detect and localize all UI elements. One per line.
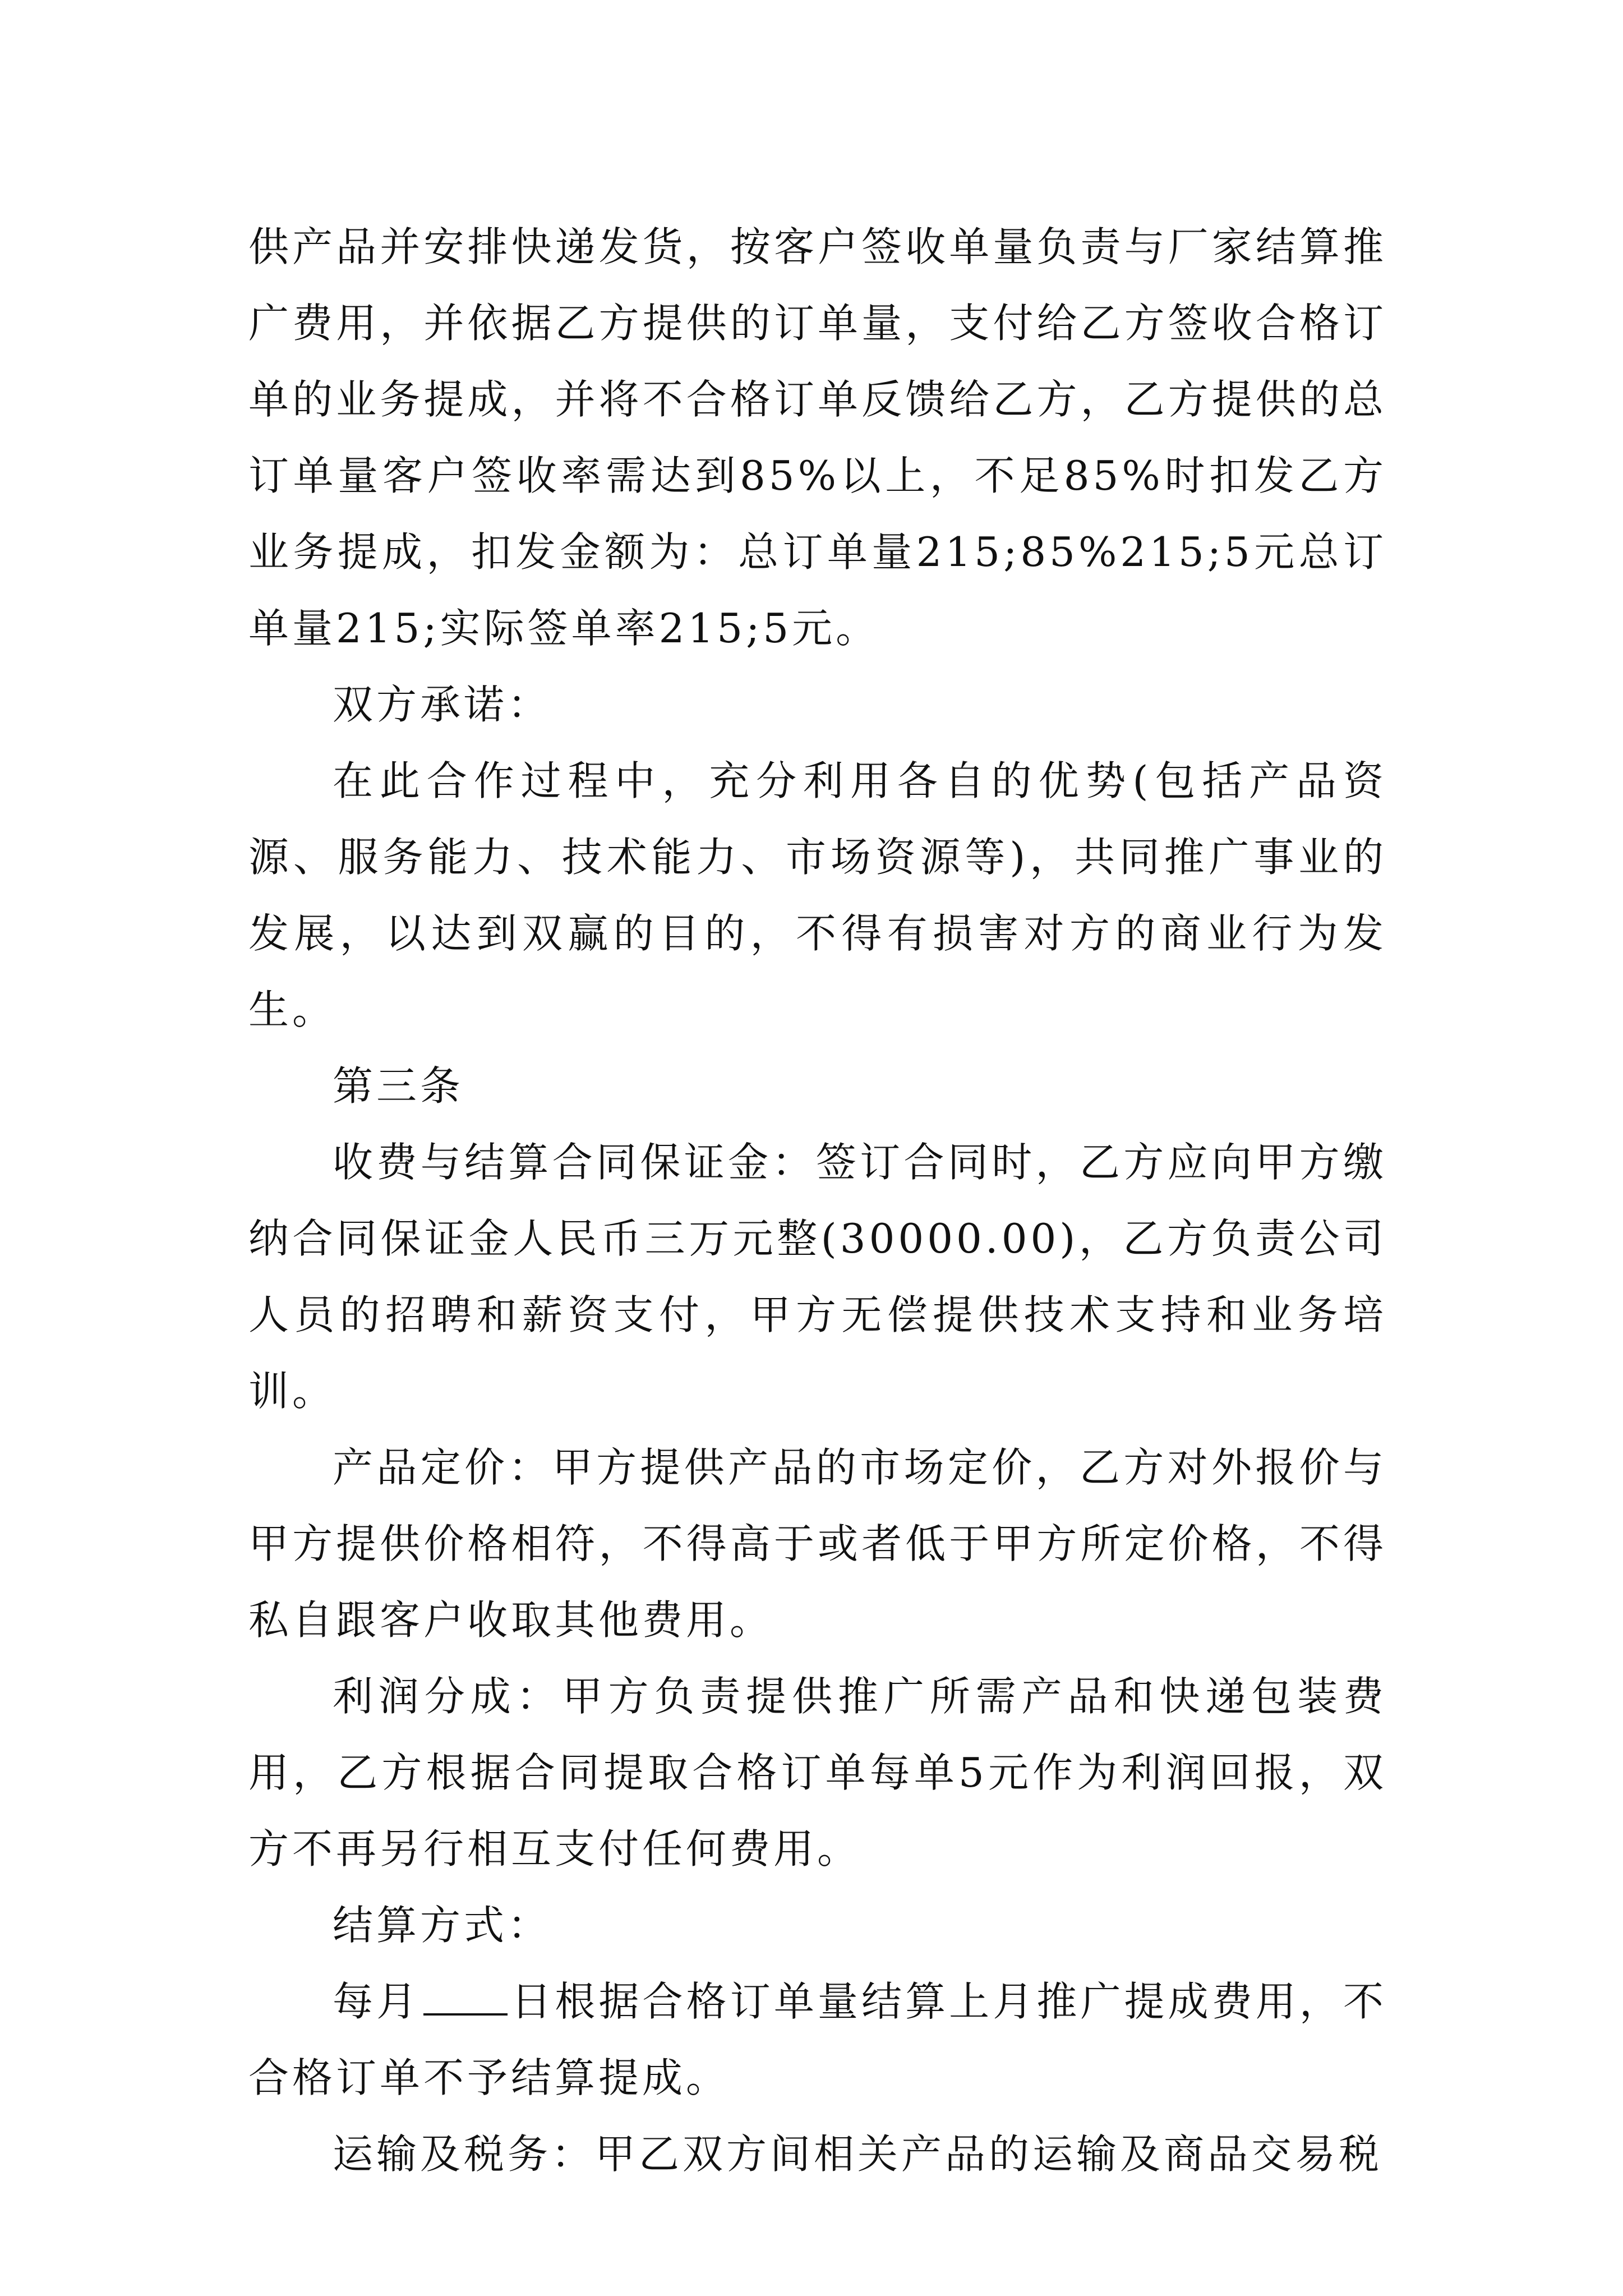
paragraph-settlement-heading: 结算方式：	[333, 1902, 552, 1949]
paragraph-commitment: 在此合作过程中，充分利用各自的优势(包括产品资源、服务能力、技术能力、市场资源等)，共同推广事业的发展，以达到双赢的目的，不得有损害对方的商业行为发生。	[248, 757, 1387, 1033]
paragraph-settlement	[248, 1963, 1387, 2116]
paragraph-transport-tax: 运输及税务：甲乙双方间相关产品的运输及商品交易税	[333, 2131, 1383, 2178]
document-body	[248, 209, 1387, 2192]
settlement-text-after: 日根据合格订单量结算上月推广提成费用，不合格订单不予结算提成。	[248, 1978, 1387, 2101]
paragraph-commitment-heading: 双方承诺：	[333, 681, 552, 728]
paragraph-deposit: 收费与结算合同保证金：签订合同时，乙方应向甲方缴纳合同保证金人民币三万元整(30000.00)，乙方负责公司人员的招聘和薪资支付，甲方无偿提供技术支持和业务培训。	[248, 1139, 1387, 1415]
settlement-text-before: 每月	[333, 1978, 421, 2025]
paragraph-profit-share: 利润分成：甲方负责提供推广所需产品和快递包装费用，乙方根据合同提取合格订单每单5元作为利润回报，双方不再另行相互支付任何费用。	[248, 1673, 1387, 1872]
article-three-heading: 第三条	[333, 1062, 464, 1110]
paragraph-pricing: 产品定价：甲方提供产品的市场定价，乙方对外报价与甲方提供价格相符，不得高于或者低于甲方所定价格，不得私自跟客户收取其他费用。	[248, 1444, 1387, 1644]
day-blank-field	[423, 1980, 508, 2016]
paragraph-continuation: 供产品并安排快递发货，按客户签收单量负责与厂家结算推广费用，并依据乙方提供的订单量，支付给乙方签收合格订单的业务提成，并将不合格订单反馈给乙方，乙方提供的总订单量客户签收率需达到85%以上，不足85%时扣发乙方业务提成，扣发金额为：总订单量215;85%215;5元总订单量215;实际签单率215;5元。	[248, 223, 1387, 652]
